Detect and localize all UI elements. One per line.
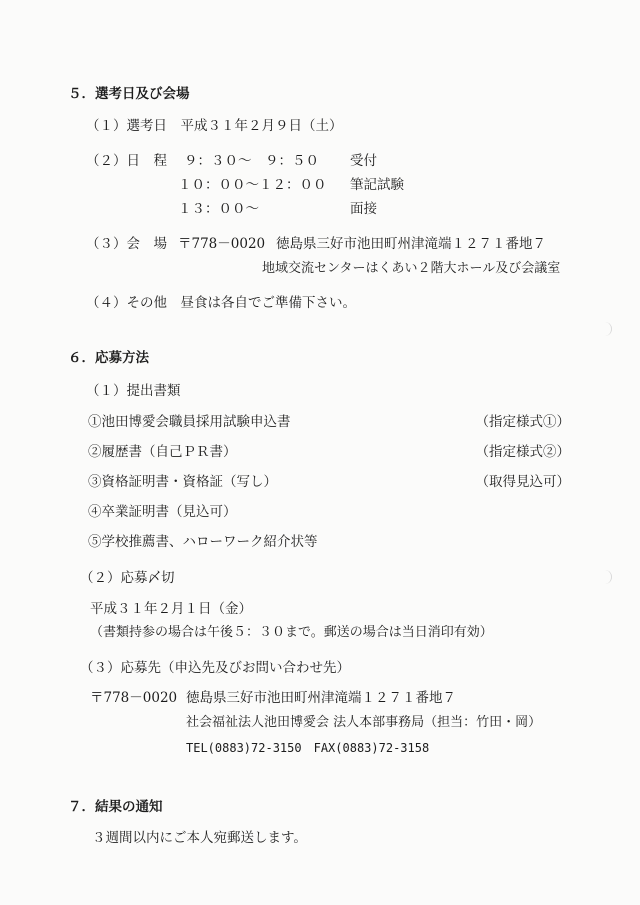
- venue-label: （３）会 場: [86, 236, 167, 252]
- contact-phone: TEL(0883)72-3150 FAX(0883)72-3158: [186, 741, 430, 755]
- deadline-date: 平成３１年２月１日（金）: [90, 601, 252, 617]
- deadline-heading: （２）応募〆切: [80, 570, 175, 586]
- doc-item-5: ⑤学校推薦書、ハローワーク紹介状等: [88, 534, 318, 550]
- doc-item-3: ③資格証明書・資格証（写し）: [88, 474, 277, 490]
- venue-room: 地域交流センターはくあい２階大ホール及び会議室: [262, 261, 561, 276]
- doc-note-2: （指定様式②）: [475, 444, 570, 460]
- docs-heading: （１）提出書類: [86, 383, 181, 399]
- schedule-item-3: 面接: [350, 201, 377, 217]
- doc-note-3: （取得見込可）: [475, 474, 570, 490]
- venue-postal: 〒778－0020: [178, 236, 266, 252]
- schedule-item-1: 受付: [350, 153, 377, 169]
- schedule-time-2: １０：００～１２：００: [178, 177, 327, 193]
- contact-heading: （３）応募先（申込先及びお問い合わせ先）: [80, 660, 350, 676]
- doc-note-1: （指定様式①）: [475, 414, 570, 430]
- punch-hole-mark: [601, 570, 612, 584]
- section-5-heading: ５．選考日及び会場: [68, 86, 190, 102]
- doc-item-2: ②履歴書（自己ＰＲ書）: [88, 444, 237, 460]
- deadline-note: （書類持参の場合は午後５：３０まで。郵送の場合は当日消印有効）: [90, 625, 493, 640]
- section-7-heading: ７．結果の通知: [68, 799, 163, 815]
- venue-address: 徳島県三好市池田町州津滝端１２７１番地７: [276, 236, 546, 252]
- doc-item-4: ④卒業証明書（見込可）: [88, 504, 237, 520]
- schedule-item-2: 筆記試験: [350, 177, 404, 193]
- contact-address: 徳島県三好市池田町州津滝端１２７１番地７: [186, 690, 456, 706]
- doc-item-1: ①池田博愛会職員採用試験申込書: [88, 414, 291, 430]
- contact-postal: 〒778－0020: [90, 690, 178, 706]
- section-6-heading: ６．応募方法: [68, 350, 149, 366]
- contact-org: 社会福祉法人池田博愛会 法人本部事務局（担当：竹田・岡）: [186, 715, 542, 730]
- schedule-time-1: ９：３０～ ９：５０: [184, 153, 319, 169]
- selection-date: （１）選考日 平成３１年２月９日（土）: [86, 118, 343, 134]
- result-notice: ３週間以内にご本人宛郵送します。: [92, 830, 307, 846]
- other-note: （４）その他 昼食は各自でご準備下さい。: [86, 295, 356, 311]
- schedule-time-3: １３：００～: [178, 201, 259, 217]
- punch-hole-mark: [601, 322, 612, 336]
- schedule-label: （２）日 程: [86, 153, 167, 169]
